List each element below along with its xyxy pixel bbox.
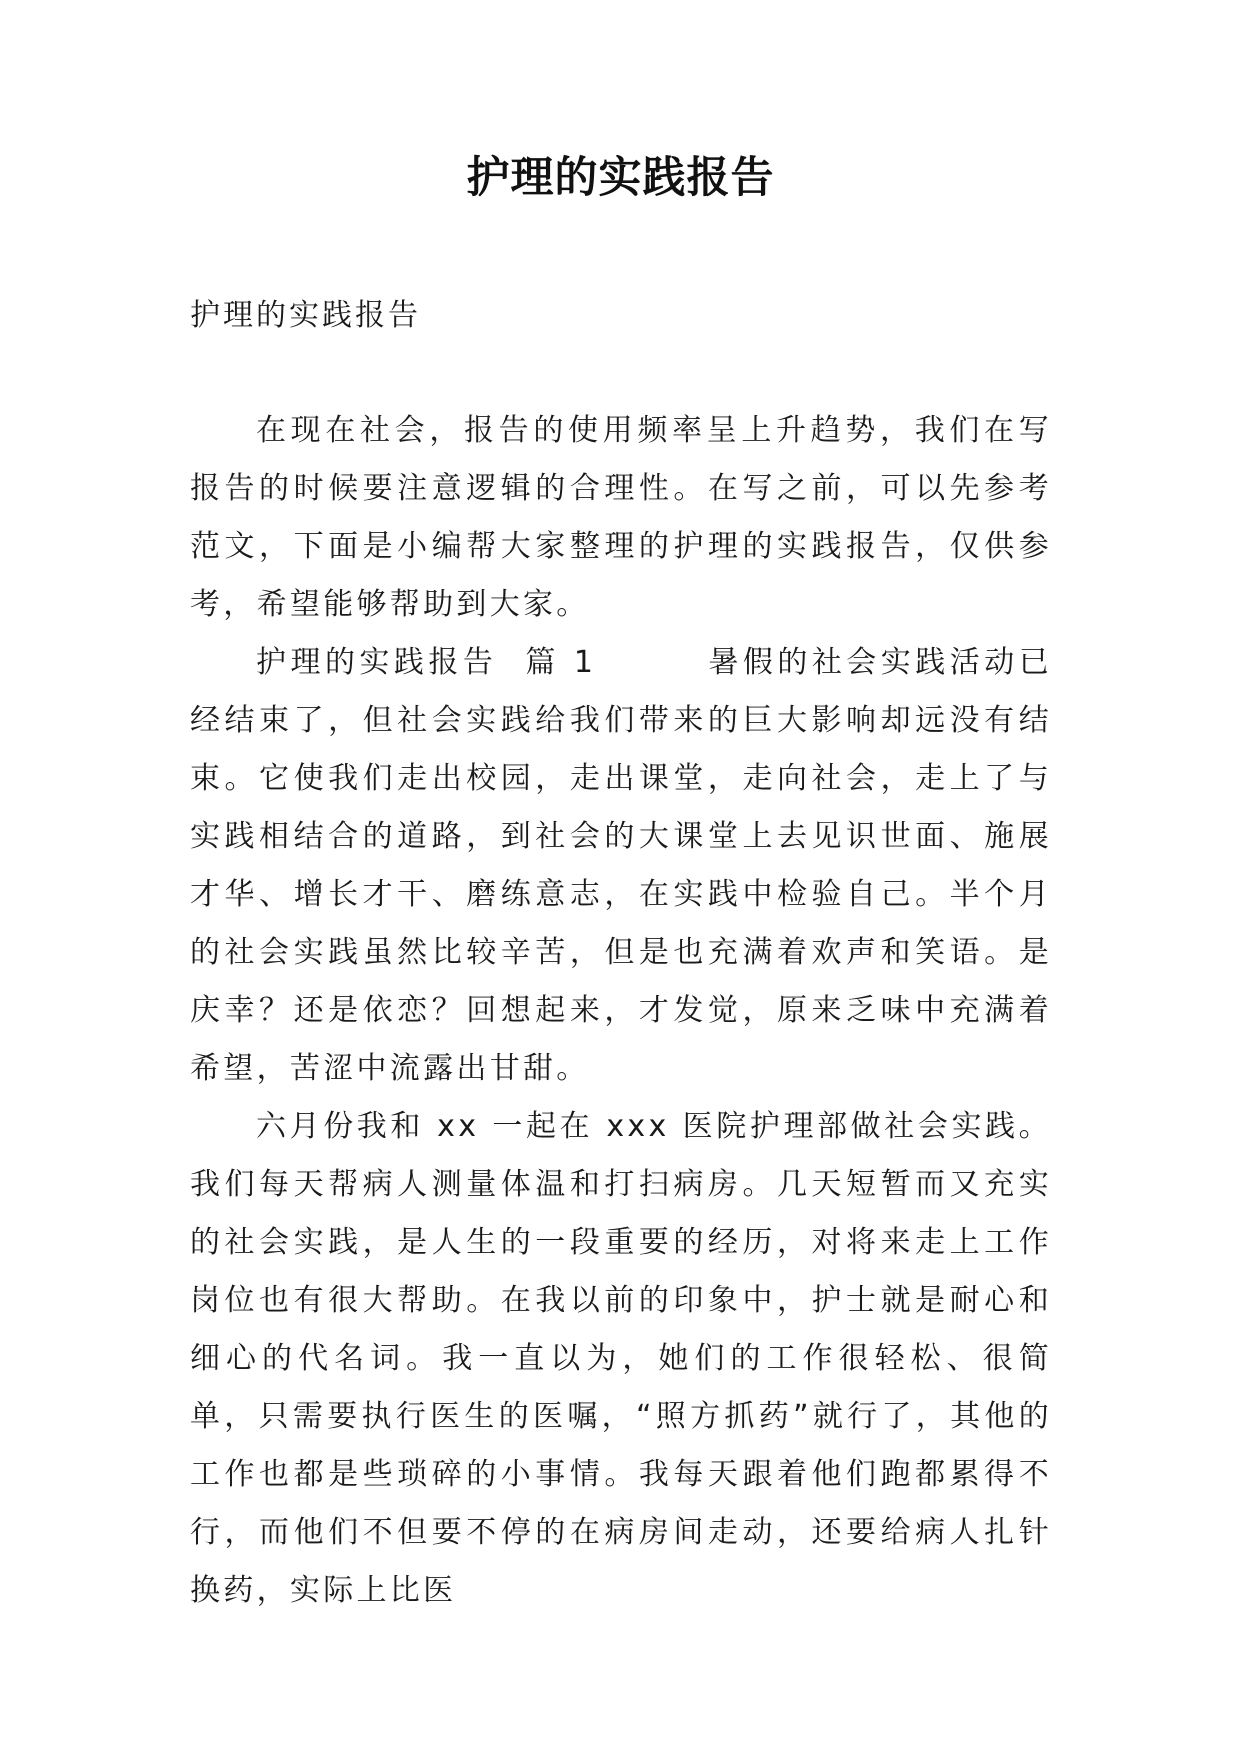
document-subtitle: 护理的实践报告 [190,298,421,333]
paragraph-intro: 在现在社会，报告的使用频率呈上升趋势，我们在写报告的时候要注意逻辑的合理性。在写之前，可以先参考范文，下面是小编帮大家整理的护理的实践报告，仅供参考，希望能够帮助到大家。 [190,413,1052,622]
paragraph-section-1: 护理的实践报告 篇 1 暑假的社会实践活动已经结束了，但社会实践给我们带来的巨大影响却远没有结束。它使我们走出校园，走出课堂，走向社会，走上了与实践相结合的道路，到社会的大课堂上去见识世面、施展才华、增长才干、磨练意志，在实践中检验自己。半个月的社会实践虽然比较辛苦，但是也充满着欢声和笑语。是庆幸？还是依恋？回想起来，才发觉，原来乏味中充满着希望，苦涩中流露出甘甜。 [190,645,1052,1086]
document-title: 护理的实践报告 [466,153,775,203]
paragraph-june-practice: 六月份我和 xx 一起在 xxx 医院护理部做社会实践。我们每天帮病人测量体温和打扫病房。几天短暂而又充实的社会实践，是人生的一段重要的经历，对将来走上工作岗位也有很大帮助。在我以前的印象中，护士就是耐心和细心的代名词。我一直以为，她们的工作很轻松、很简单，只需要执行医生的医嘱，“照方抓药”就行了，其他的工作也都是些琐碎的小事情。我每天跟着他们跑都累得不行，而他们不但要不停的在病房间走动，还要给病人扎针换药，实际上比医 [190,1109,1052,1608]
document-body [190,402,1052,1620]
